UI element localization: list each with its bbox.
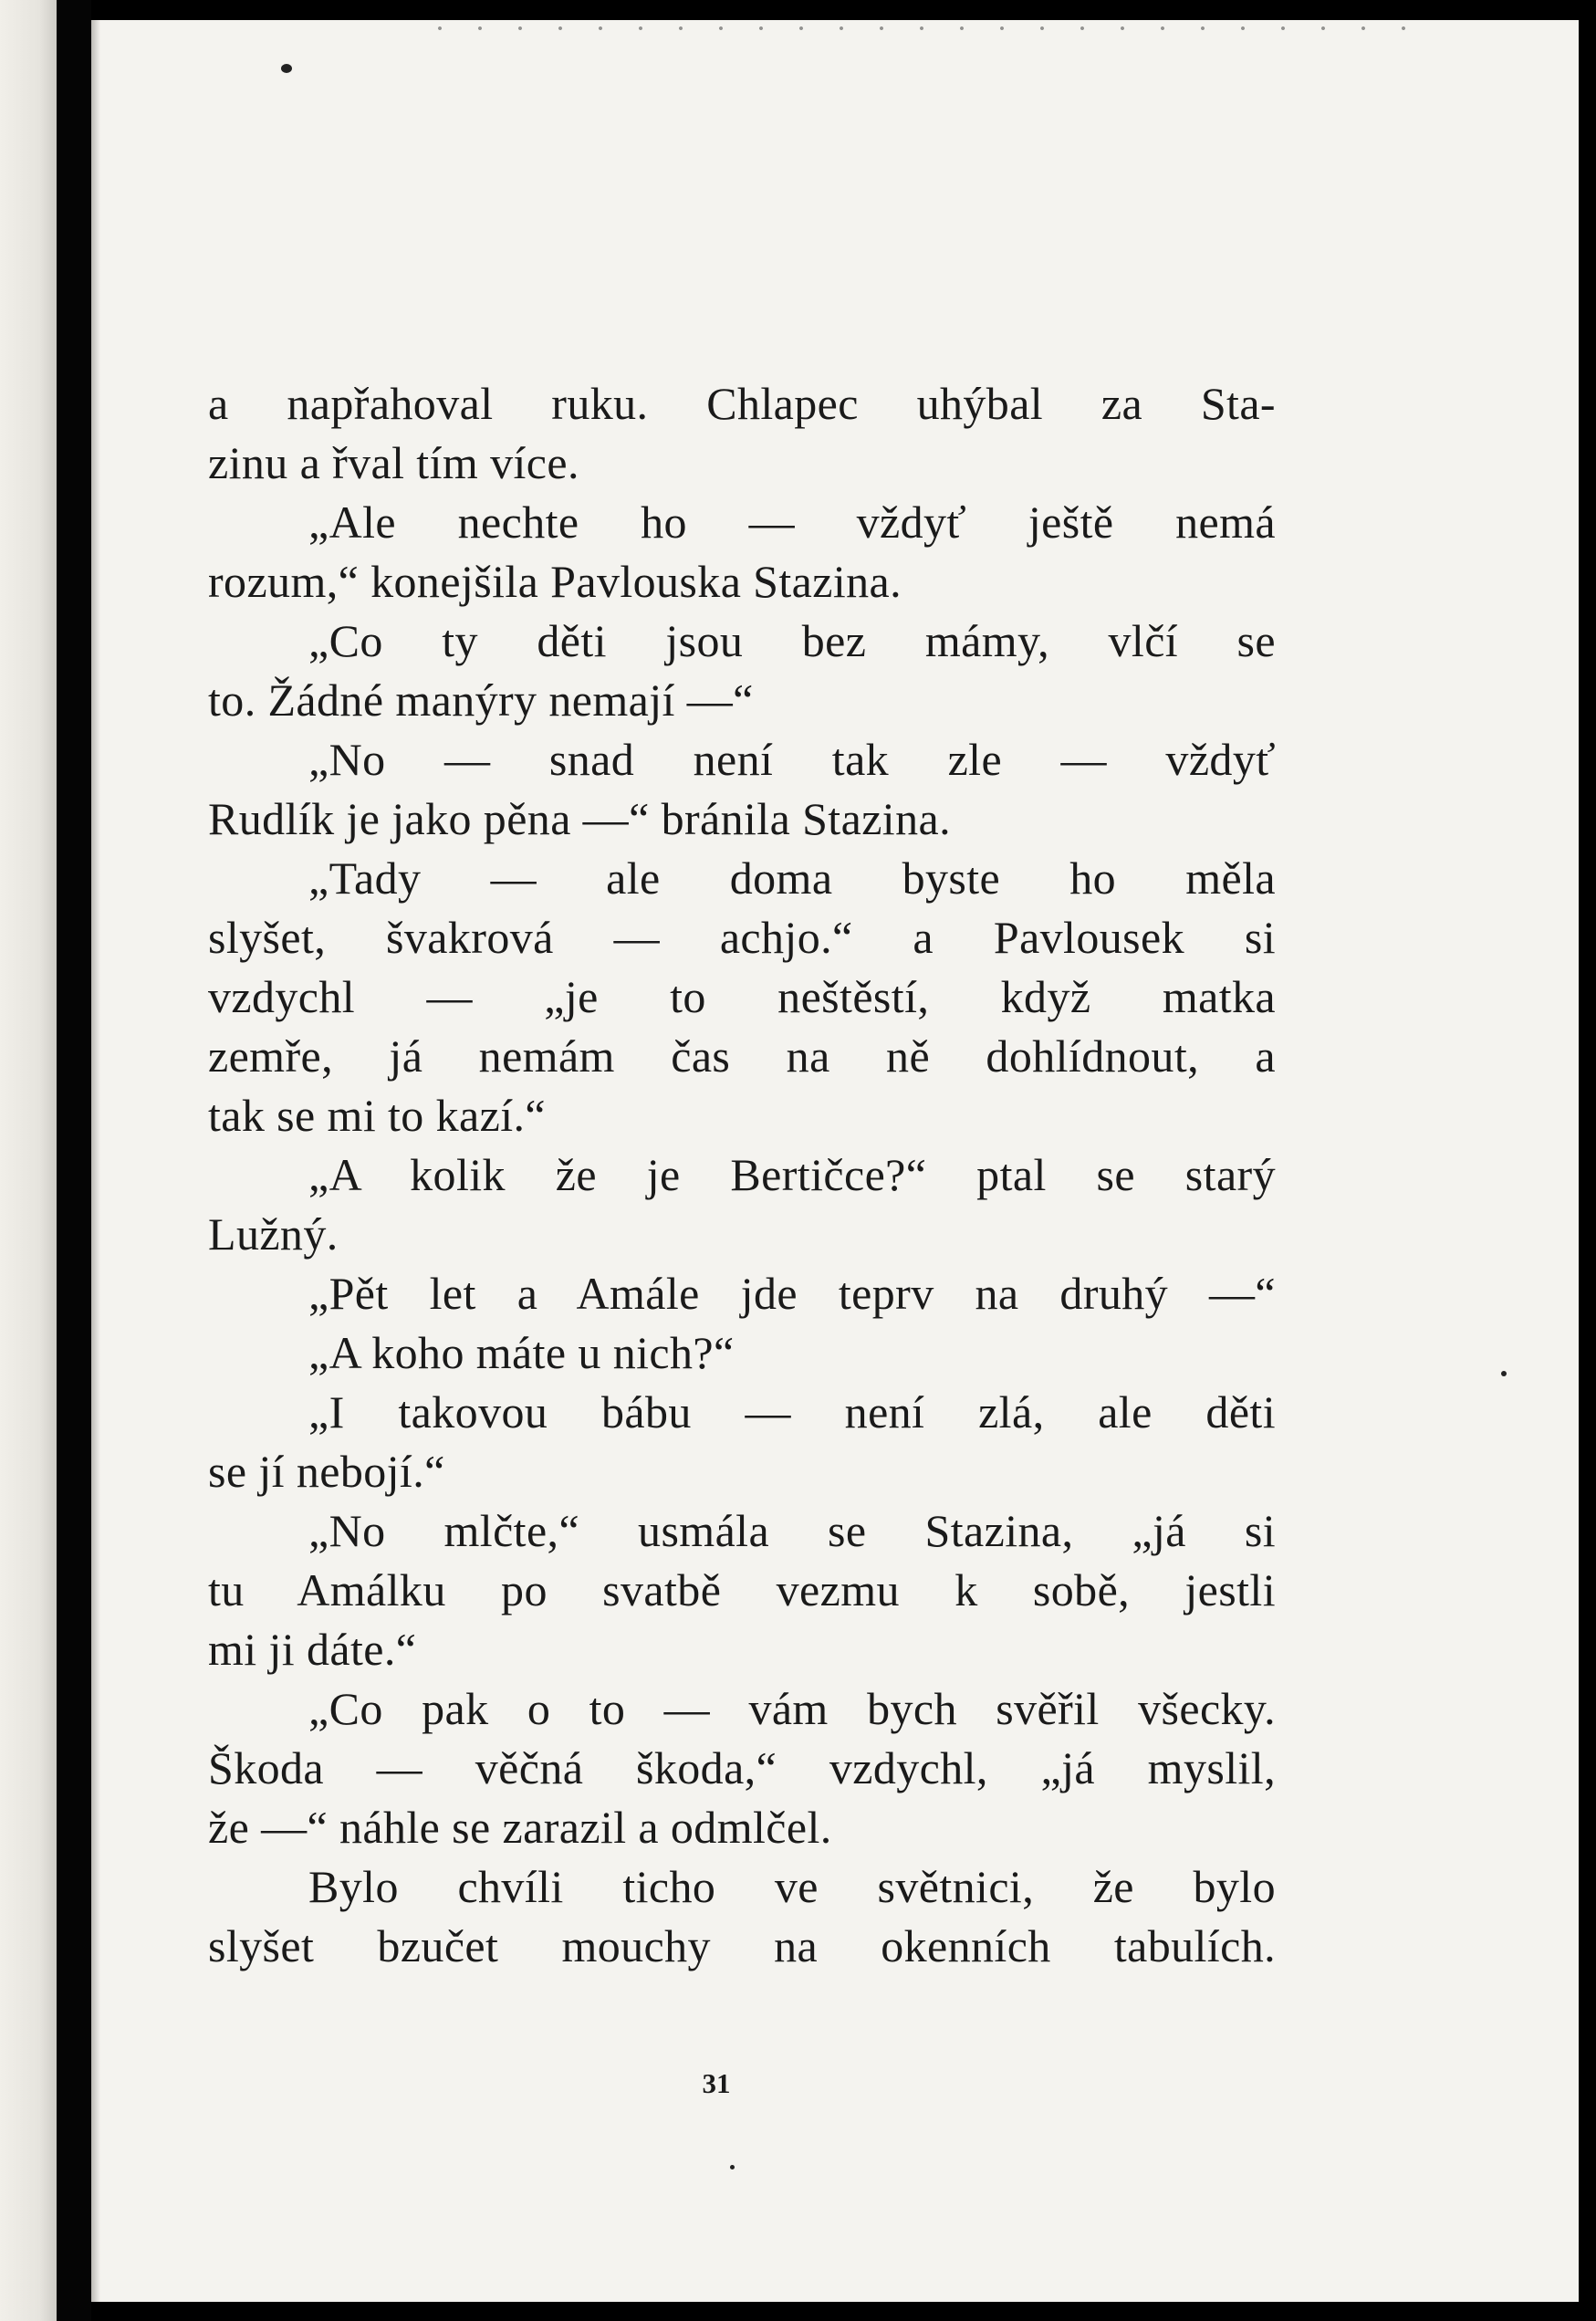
text-line: to. Žádné manýry nemají —“ bbox=[208, 674, 754, 726]
text-line: slyšet bzučet mouchy na okenních tabulích. bbox=[208, 1920, 1276, 1971]
text-line: a napřahoval ruku. Chlapec uhýbal za Sta- bbox=[208, 378, 1276, 429]
text-line: mi ji dáte.“ bbox=[208, 1624, 417, 1675]
text-line: Škoda — věčná škoda,“ vzdychl, „já myslil, bbox=[208, 1742, 1276, 1793]
text-line: „I takovou bábu — není zlá, ale děti bbox=[308, 1386, 1276, 1438]
text-line: „Tady — ale doma byste ho měla bbox=[308, 852, 1276, 904]
text-line: Bylo chvíli ticho ve světnici, že bylo bbox=[308, 1861, 1276, 1912]
text-line: slyšet, švakrová — achjo.“ a Pavlousek si bbox=[208, 912, 1276, 963]
text-line: Lužný. bbox=[208, 1208, 339, 1260]
text-line: „No mlčte,“ usmála se Stazina, „já si bbox=[308, 1505, 1276, 1556]
page-number: 31 bbox=[702, 2067, 731, 2099]
text-line: se jí nebojí.“ bbox=[208, 1446, 445, 1497]
ink-speck bbox=[730, 2165, 735, 2169]
text-line: vzdychl — „je to neštěstí, když matka bbox=[208, 971, 1276, 1022]
text-line: zinu a řval tím více. bbox=[208, 437, 579, 488]
text-line: „Co ty děti jsou bez mámy, vlčí se bbox=[308, 615, 1276, 666]
body-text bbox=[208, 374, 1276, 1976]
text-line: „A kolik že je Bertičce?“ ptal se starý bbox=[308, 1149, 1276, 1200]
book-gutter bbox=[57, 0, 91, 2321]
text-line: „Pět let a Amále jde teprv na druhý —“ bbox=[308, 1268, 1276, 1319]
text-line: „No — snad není tak zle — vždyť bbox=[308, 734, 1276, 785]
text-line: že —“ náhle se zarazil a odmlčel. bbox=[208, 1802, 832, 1853]
text-line: Rudlík je jako pěna —“ bránila Stazina. bbox=[208, 793, 951, 844]
text-line: rozum,“ konejšila Pavlouska Stazina. bbox=[208, 556, 902, 607]
text-line: zemře, já nemám čas na ně dohlídnout, a bbox=[208, 1030, 1276, 1082]
ink-speck bbox=[1501, 1371, 1507, 1376]
text-line: tak se mi to kazí.“ bbox=[208, 1090, 546, 1141]
text-line: „A koho máte u nich?“ bbox=[308, 1327, 735, 1378]
ink-speck bbox=[281, 64, 292, 73]
text-line: „Co pak o to — vám bych svěřil všecky. bbox=[308, 1683, 1276, 1734]
previous-page-edge bbox=[0, 0, 57, 2321]
text-line: „Ale nechte ho — vždyť ještě nemá bbox=[308, 497, 1276, 548]
text-line: tu Amálku po svatbě vezmu k sobě, jestli bbox=[208, 1564, 1276, 1615]
top-edge-marks bbox=[420, 24, 1424, 35]
